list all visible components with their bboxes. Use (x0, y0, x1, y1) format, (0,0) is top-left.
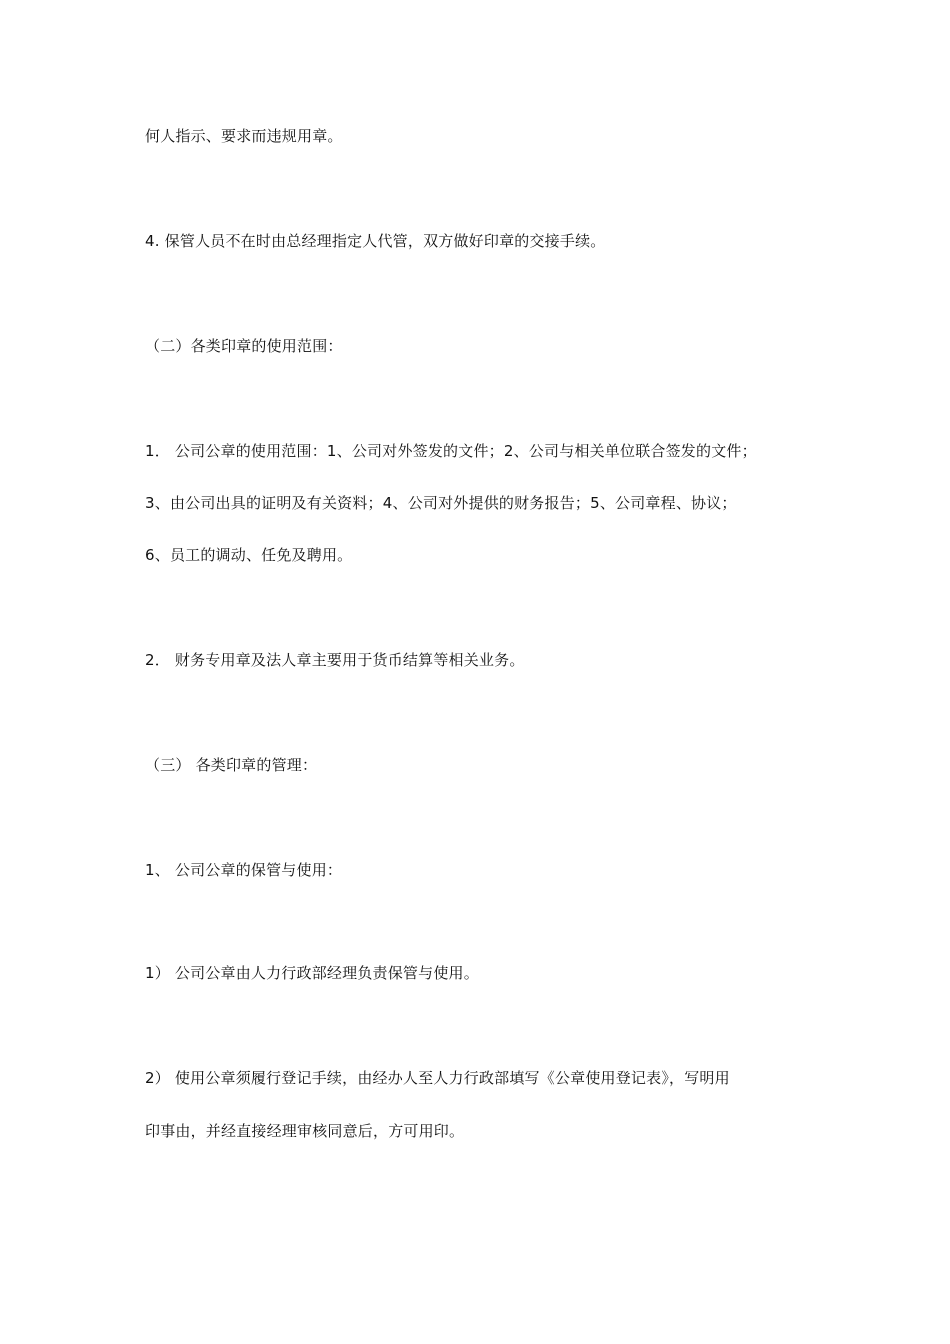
paragraph-line: 印事由，并经直接经理审核同意后，方可用印。 (145, 1122, 465, 1140)
paragraph-line: 1、 公司公章的保管与使用： (145, 861, 343, 879)
paragraph-line: 3、由公司出具的证明及有关资料；4、公司对外提供的财务报告；5、公司章程、协议； (145, 494, 737, 512)
paragraph-line: 2． 财务专用章及法人章主要用于货币结算等相关业务。 (145, 651, 525, 669)
paragraph-line: 4. 保管人员不在时由总经理指定人代管，双方做好印章的交接手续。 (145, 232, 606, 250)
section-heading: （三） 各类印章的管理： (145, 756, 318, 774)
paragraph-line: 1） 公司公章由人力行政部经理负责保管与使用。 (145, 964, 479, 982)
paragraph-line: 6、员工的调动、任免及聘用。 (145, 546, 353, 564)
paragraph-line: 1． 公司公章的使用范围：1、公司对外签发的文件；2、公司与相关单位联合签发的文件； (145, 442, 757, 460)
section-heading: （二）各类印章的使用范围： (145, 337, 343, 355)
paragraph-line: 2） 使用公章须履行登记手续，由经办人至人力行政部填写《公章使用登记表》，写明用 (145, 1069, 730, 1087)
paragraph-line: 何人指示、要求而违规用章。 (145, 127, 343, 145)
